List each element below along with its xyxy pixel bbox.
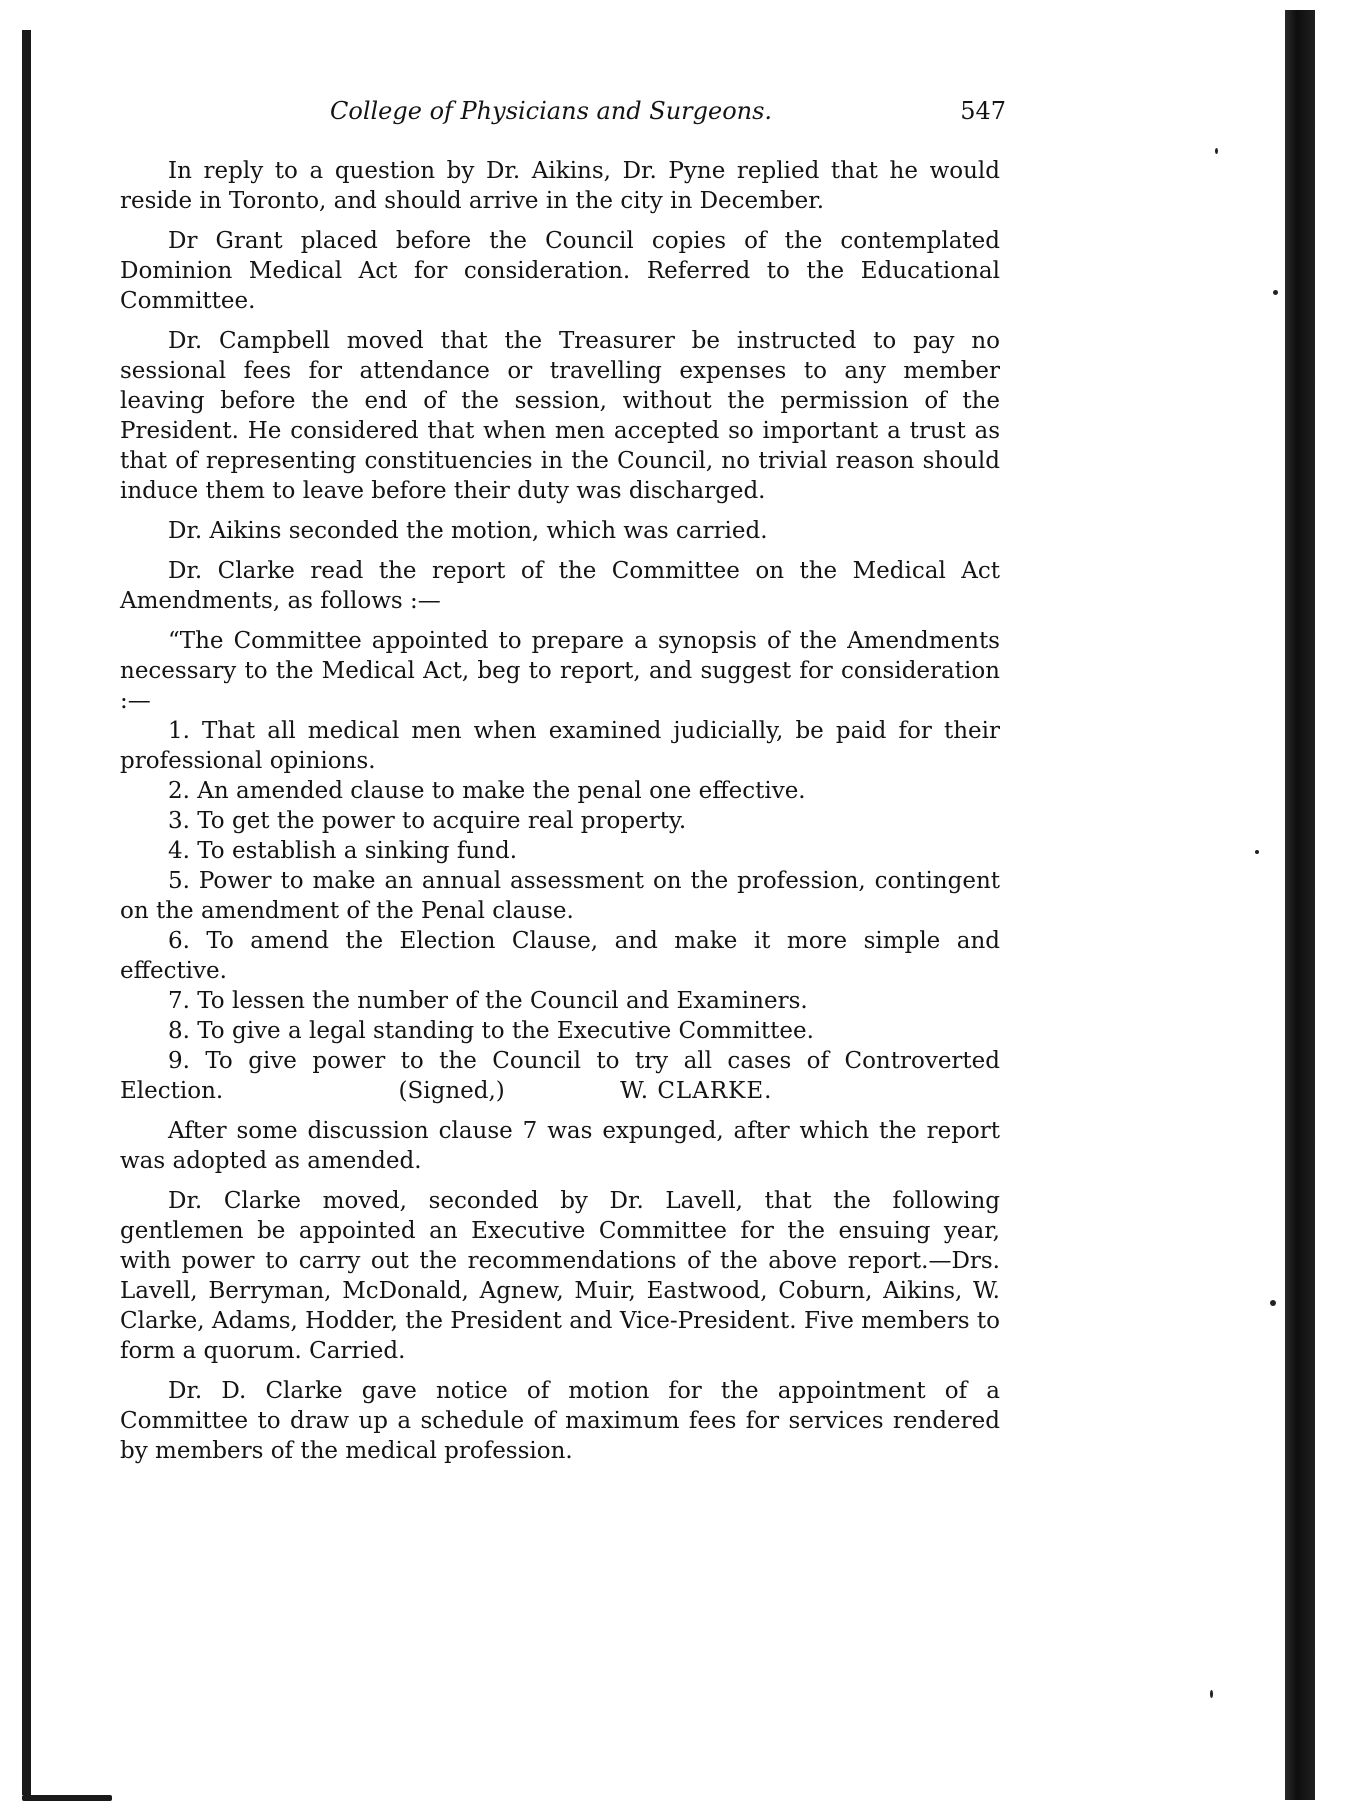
paragraph-committee-intro: “The Committee appointed to prepare a synopsis of the Amendments necessary to the Medical Act, beg to report, and suggest for consideration :—	[120, 628, 1000, 714]
list-item: 1. That all medical men when examined judicially, be paid for their professional opinions.	[120, 718, 1000, 774]
paragraph-dominion-act: Dr Grant placed before the Council copies of the contemplated Dominion Medical Act for consideration. Referred to the Educational Committee.	[120, 228, 1000, 314]
scan-speck	[1255, 850, 1259, 854]
scan-speck	[1210, 1690, 1213, 1698]
scan-speck	[1273, 290, 1278, 295]
list-item: 7. To lessen the number of the Council and Examiners.	[168, 988, 808, 1014]
running-head	[120, 96, 1006, 136]
page-number: 547	[960, 97, 1006, 125]
report-list	[120, 716, 1000, 1106]
paragraph-fees-notice: Dr. D. Clarke gave notice of motion for the appointment of a Committee to draw up a schedule of maximum fees for services rendered by members of the medical profession.	[120, 1378, 1000, 1464]
scan-left-edge	[22, 30, 31, 1795]
scan-speck	[1215, 148, 1218, 154]
scan-left-edge-foot	[22, 1795, 112, 1801]
list-item: 8. To give a legal standing to the Executive Committee.	[168, 1018, 814, 1044]
paragraph-clause-expunged: After some discussion clause 7 was expunged, after which the report was adopted as amended.	[120, 1118, 1000, 1174]
list-item: 2. An amended clause to make the penal one effective.	[168, 778, 806, 804]
scan-right-edge	[1285, 10, 1315, 1800]
list-item: 5. Power to make an annual assessment on the profession, contingent on the amendment of the Penal clause.	[120, 868, 1000, 924]
list-item: 6. To amend the Election Clause, and make it more simple and effective.	[120, 928, 1000, 984]
paragraph-aikins-seconded: Dr. Aikins seconded the motion, which was carried.	[168, 518, 768, 544]
list-item-with-signature	[120, 1046, 1000, 1106]
paragraph-executive-committee: Dr. Clarke moved, seconded by Dr. Lavell, that the following gentlemen be appointed an Executive Committee for the ensuing year, with power to carry out the recommendations of the above report.—Drs. Lavell, Berryman, McDonald, Agnew, Muir, Eastwood, Coburn, Aikins, W. Clarke, Adams, Hodder, the President and Vice-President. Five members to form a quorum. Carried.	[120, 1188, 1000, 1364]
scan-speck	[1270, 1300, 1276, 1306]
paragraph-campbell-motion: Dr. Campbell moved that the Treasurer be instructed to pay no sessional fees for attendance or travelling expenses to any member leaving before the end of the session, without the permission of the President. He considered that when men accepted so important a trust as that of representing constituencies in the Council, no trivial reason should induce them to leave before their duty was discharged.	[120, 328, 1000, 504]
list-item: 4. To establish a sinking fund.	[168, 838, 518, 864]
list-item: 3. To get the power to acquire real property.	[168, 808, 687, 834]
signer-name: W. CLARKE.	[620, 1078, 773, 1104]
running-title: College of Physicians and Surgeons.	[330, 97, 773, 125]
paragraph-pyne-reply: In reply to a question by Dr. Aikins, Dr. Pyne replied that he would reside in Toronto, and should arrive in the city in December.	[120, 158, 1000, 214]
paragraph-clarke-report: Dr. Clarke read the report of the Committee on the Medical Act Amendments, as follows :—	[120, 558, 1000, 614]
list-item-text: 9. To give power to the Council to try all cases of Controverted Election.	[120, 1048, 1000, 1104]
book-page	[120, 96, 1006, 1476]
signed-mark: (Signed,)	[398, 1078, 505, 1104]
